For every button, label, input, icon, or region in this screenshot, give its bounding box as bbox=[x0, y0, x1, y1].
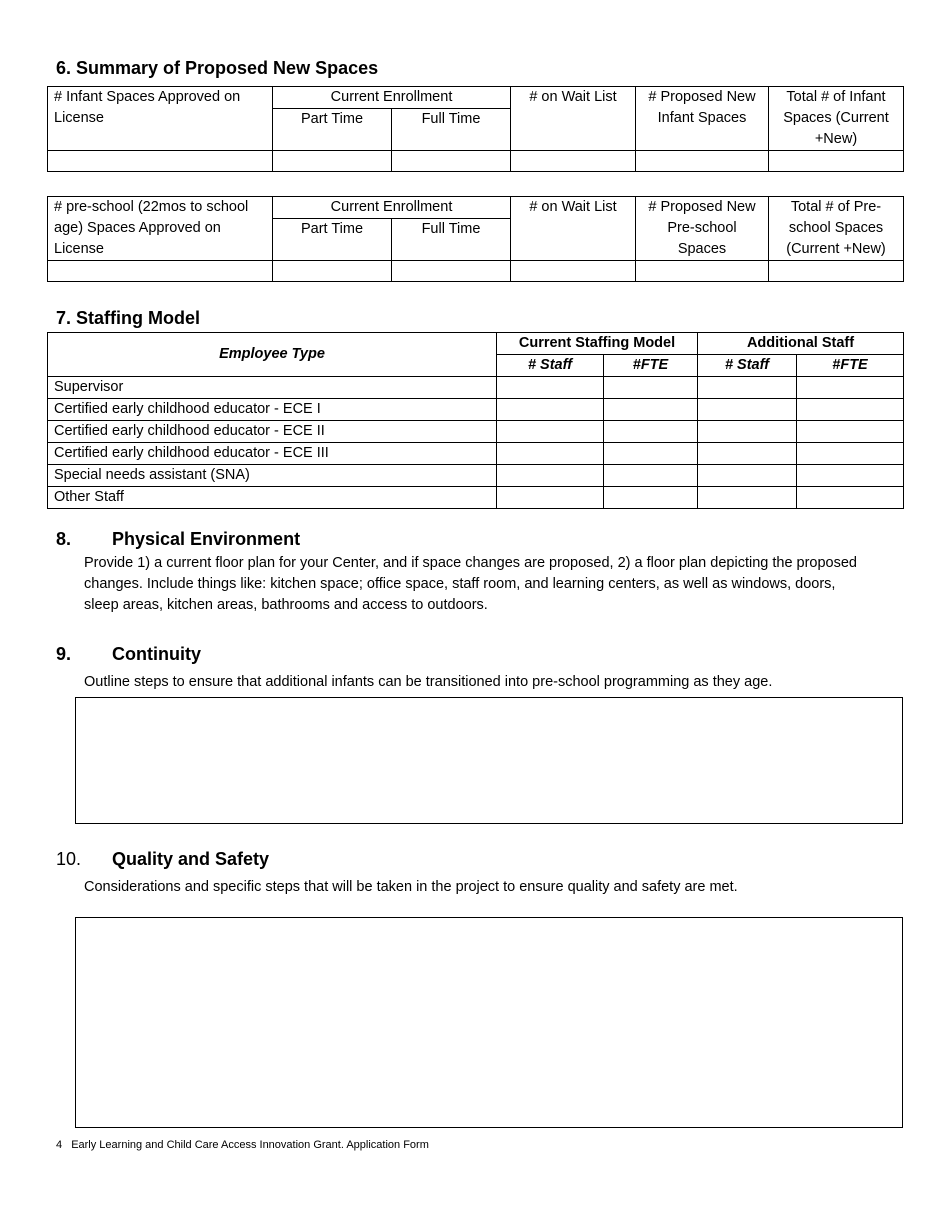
staffing-row bbox=[48, 421, 904, 443]
current-fte-cell[interactable] bbox=[604, 443, 698, 465]
staffing-row bbox=[48, 377, 904, 399]
preschool-approved-cell[interactable] bbox=[48, 261, 273, 282]
additional-staff-count-cell[interactable] bbox=[698, 443, 797, 465]
section-10-number: 10. bbox=[56, 849, 82, 869]
current-fte-cell[interactable] bbox=[604, 421, 698, 443]
current-staff-count-header: # Staff bbox=[497, 355, 604, 377]
current-fte-cell[interactable] bbox=[604, 399, 698, 421]
additional-fte-cell[interactable] bbox=[797, 487, 904, 509]
infant-total-cell[interactable] bbox=[769, 151, 904, 172]
infant-part-time-header: Part Time bbox=[273, 109, 392, 151]
preschool-total-cell[interactable] bbox=[769, 261, 904, 282]
current-fte-cell[interactable] bbox=[604, 465, 698, 487]
section-10-title: Quality and Safety bbox=[112, 849, 270, 869]
preschool-proposed-header: # Proposed New Pre-school Spaces bbox=[636, 197, 769, 261]
infant-approved-header: # Infant Spaces Approved on License bbox=[48, 87, 273, 151]
infant-full-time-cell[interactable] bbox=[392, 151, 511, 172]
infant-full-time-header: Full Time bbox=[392, 109, 511, 151]
section-8-title: Physical Environment bbox=[112, 529, 301, 549]
employee-type-header: Employee Type bbox=[48, 333, 497, 377]
preschool-proposed-cell[interactable] bbox=[636, 261, 769, 282]
current-staff-count-cell[interactable] bbox=[497, 465, 604, 487]
employee-type-label: Certified early childhood educator - ECE II bbox=[48, 421, 497, 443]
additional-fte-header: #FTE bbox=[797, 355, 904, 377]
preschool-total-header: Total # of Pre-school Spaces (Current +New) bbox=[769, 197, 904, 261]
current-staff-count-cell[interactable] bbox=[497, 443, 604, 465]
additional-fte-cell[interactable] bbox=[797, 421, 904, 443]
preschool-approved-header: # pre-school (22mos to school age) Spaces Approved on License bbox=[48, 197, 273, 261]
current-staff-count-cell[interactable] bbox=[497, 399, 604, 421]
section-10-instructions: Considerations and specific steps that will be taken in the project to ensure quality and safety are met. bbox=[84, 879, 738, 895]
section-8-number: 8. bbox=[56, 529, 72, 549]
current-staff-count-cell[interactable] bbox=[497, 487, 604, 509]
preschool-part-time-header: Part Time bbox=[273, 219, 392, 261]
section-9-title: Continuity bbox=[112, 644, 201, 664]
infant-proposed-cell[interactable] bbox=[636, 151, 769, 172]
footer bbox=[56, 1139, 429, 1151]
additional-fte-cell[interactable] bbox=[797, 443, 904, 465]
infant-current-enrollment-header: Current Enrollment bbox=[273, 87, 511, 109]
additional-staff-count-cell[interactable] bbox=[698, 465, 797, 487]
infant-approved-cell[interactable] bbox=[48, 151, 273, 172]
quality-safety-response-box[interactable] bbox=[75, 917, 903, 1128]
current-fte-cell[interactable] bbox=[604, 377, 698, 399]
staffing-model-table bbox=[47, 332, 904, 509]
current-fte-header: #FTE bbox=[604, 355, 698, 377]
additional-staff-count-cell[interactable] bbox=[698, 377, 797, 399]
current-staff-count-cell[interactable] bbox=[497, 421, 604, 443]
infant-wait-list-header: # on Wait List bbox=[511, 87, 636, 151]
employee-type-label: Certified early childhood educator - ECE I bbox=[48, 399, 497, 421]
additional-staff-count-header: # Staff bbox=[698, 355, 797, 377]
staffing-row bbox=[48, 465, 904, 487]
preschool-wait-list-header: # on Wait List bbox=[511, 197, 636, 261]
preschool-part-time-cell[interactable] bbox=[273, 261, 392, 282]
section-6-heading: 6. Summary of Proposed New Spaces bbox=[56, 58, 379, 78]
additional-fte-cell[interactable] bbox=[797, 377, 904, 399]
additional-staff-header: Additional Staff bbox=[698, 333, 904, 355]
additional-staff-count-cell[interactable] bbox=[698, 421, 797, 443]
employee-type-label: Special needs assistant (SNA) bbox=[48, 465, 497, 487]
infant-part-time-cell[interactable] bbox=[273, 151, 392, 172]
current-fte-cell[interactable] bbox=[604, 487, 698, 509]
current-staff-count-cell[interactable] bbox=[497, 377, 604, 399]
employee-type-label: Supervisor bbox=[48, 377, 497, 399]
preschool-wait-list-cell[interactable] bbox=[511, 261, 636, 282]
preschool-full-time-cell[interactable] bbox=[392, 261, 511, 282]
preschool-full-time-header: Full Time bbox=[392, 219, 511, 261]
infant-proposed-header: # Proposed New Infant Spaces bbox=[636, 87, 769, 151]
preschool-spaces-table bbox=[47, 196, 904, 282]
staffing-row bbox=[48, 487, 904, 509]
employee-type-label: Other Staff bbox=[48, 487, 497, 509]
current-staffing-model-header: Current Staffing Model bbox=[497, 333, 698, 355]
infant-total-header: Total # of Infant Spaces (Current +New) bbox=[769, 87, 904, 151]
staffing-row bbox=[48, 399, 904, 421]
continuity-response-box[interactable] bbox=[75, 697, 903, 824]
page-number: 4 bbox=[56, 1139, 63, 1151]
section-7-heading: 7. Staffing Model bbox=[56, 308, 200, 328]
infant-wait-list-cell[interactable] bbox=[511, 151, 636, 172]
additional-fte-cell[interactable] bbox=[797, 465, 904, 487]
staffing-row bbox=[48, 443, 904, 465]
additional-fte-cell[interactable] bbox=[797, 399, 904, 421]
additional-staff-count-cell[interactable] bbox=[698, 399, 797, 421]
section-8-instructions: Provide 1) a current floor plan for your Center, and if space changes are proposed, 2) a floor plan depicting the proposed changes. Include things like: kitchen space; office space, staff room, and learning centers, as well as windows, doors, sleep areas, kitchen areas, bathrooms and access to outdoors. bbox=[84, 555, 857, 613]
section-9-instructions: Outline steps to ensure that additional infants can be transitioned into pre-school programming as they age. bbox=[84, 674, 773, 690]
footer-text: Early Learning and Child Care Access Innovation Grant. Application Form bbox=[71, 1139, 429, 1151]
employee-type-label: Certified early childhood educator - ECE III bbox=[48, 443, 497, 465]
section-9-number: 9. bbox=[56, 644, 72, 664]
preschool-current-enrollment-header: Current Enrollment bbox=[273, 197, 511, 219]
additional-staff-count-cell[interactable] bbox=[698, 487, 797, 509]
infant-spaces-table bbox=[47, 86, 904, 172]
